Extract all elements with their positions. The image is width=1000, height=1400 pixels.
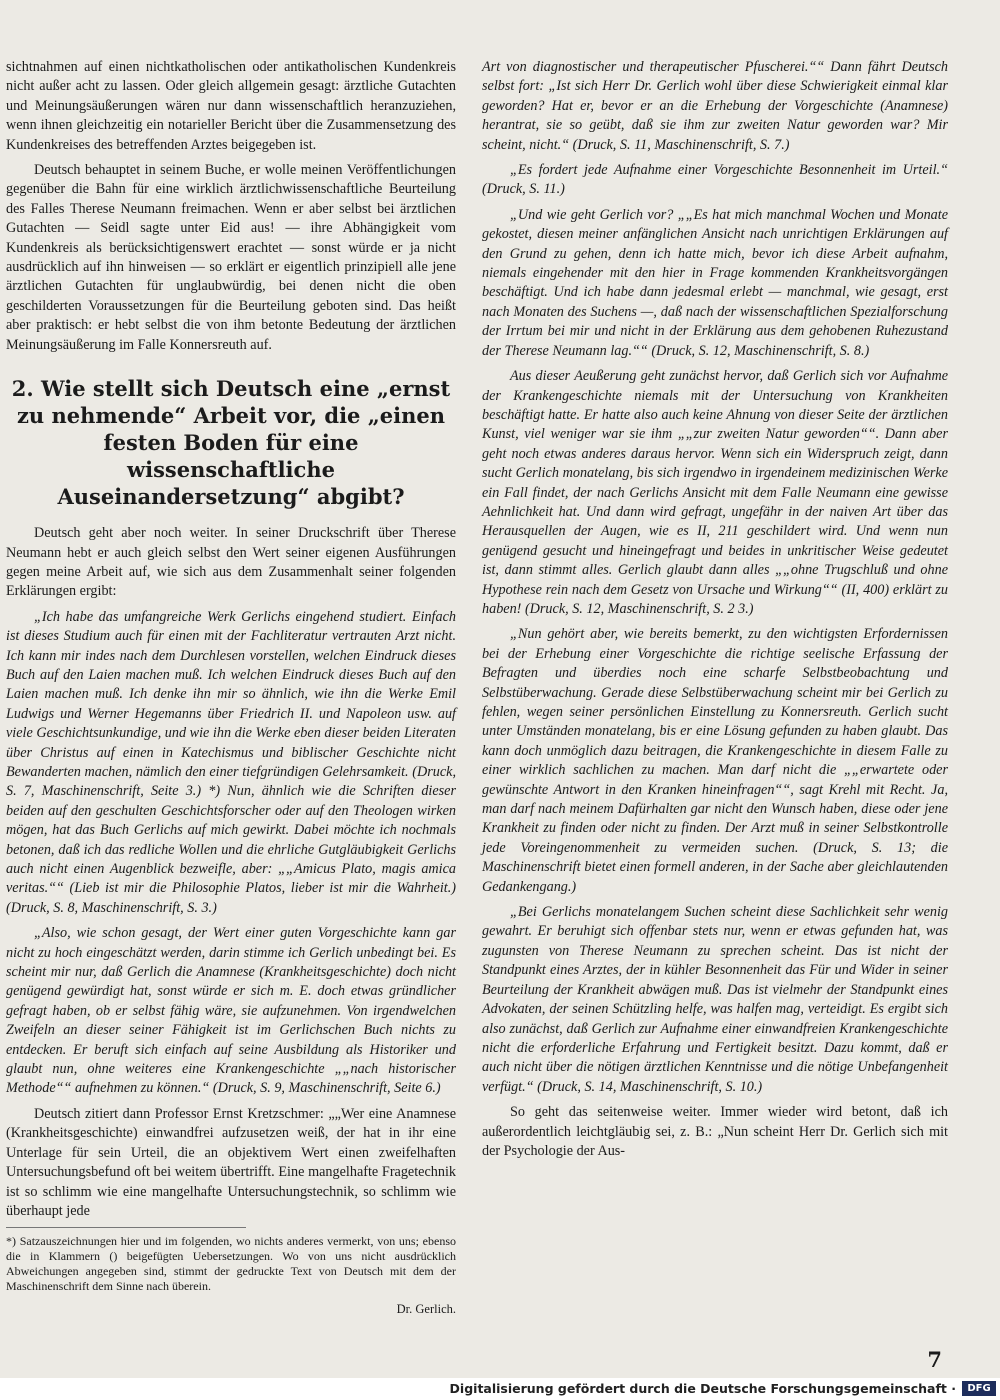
quote-paragraph: „Es fordert jede Aufnahme einer Vorgeschichte Besonnenheit im Urteil.“ (Druck, S. 11.) — [482, 162, 948, 198]
paragraph: Deutsch geht aber noch weiter. In seiner Druckschrift über Therese Neumann hebt er auch gleich selbst den Wert seiner eigenen Ausführungen gegen meine Arbeit auf, wie sich aus dem Zusammenhalt seiner folgenden Erklärungen ergibt: — [6, 525, 456, 600]
footnote: *) Satzauszeichnungen hier und im folgenden, wo nichts anderes vermerkt, von uns; ebenso die in Klammern () beigefügten Uebersetzungen. Wo von uns nicht ausdrücklich Abweichungen angegeben sind, stimmt der gedruckte Text von Deutsch mit dem der Maschinenschrift dem Sinne nach überein. — [6, 1234, 456, 1294]
footnote-divider — [6, 1227, 246, 1228]
paragraph: Deutsch behauptet in seinem Buche, er wolle meinen Veröffentlichungen gegenüber die Bahn für eine wirklich ärztlichwissenschaftliche Beurteilung des Falles Therese Neumann freimachen. Wenn er aber selbst bei ärztlichen Gutachten — Seidl sagte unter Eid aus! — ihre Abhängigkeit vom Kundenkreis als berücksichtigenswert erachtet — sonst würde er ja nicht ausdrücklich auf ihn hinweisen — so erklärt er eigentlich prinzipiell alle jene ärztlichen Gutachten für unglaubwürdig, bei denen nicht die oben geschilderten Voraussetzungen für die Beurteilung geboten sind. Das heißt aber praktisch: er hebt selbst die von ihm betonte Bedeutung der ärztlichen Meinungsäußerung im Falle Konnersreuth auf. — [6, 162, 456, 353]
quote-paragraph: „Nun gehört aber, wie bereits bemerkt, zu den wichtigsten Erfordernissen bei der Erhebung einer Vorgeschichte die richtige seelische Erfassung der Befragten und überdies noch eine scharfe Selbstbeobachtung und Selbstüberwachung. Gerade diese Selbstüberwachung scheint mir bei Gerlich zu fehlen, wegen seiner persönlichen Einstellung zu Konnersreuth. Gerlich sucht unter Umständen monatelang, bis er eine Lösung gefunden zu haben glaubt. Das kann doch unmöglich dazu beitragen, die Krankengeschichte in diesem Falle zu einer wirklich sachlichen zu machen. Man darf nicht die „„erwartete oder gewünschte Antwort in den Kranken hineinfragen““, sagt Krehl mit Recht. Ja, man darf nach meinem Dafürhalten gar nicht den Wunsch haben, diese oder jene Krankheit zu finden oder nicht zu finden. Der Arzt muß in seiner Selbstkontrolle jede Voreingenommenheit zu vermeiden suchen. (Druck, S. 13; die Maschinenschrift bietet einen formell anderen, in der Sache aber gleichlautenden Gedankengang.) — [482, 626, 948, 895]
section-heading: 2. Wie stellt sich Deutsch eine „ernst zu nehmende“ Arbeit vor, die „einen festen Boden für eine wissenschaftliche Auseinandersetzung“ abgibt? — [11, 376, 451, 510]
quote-paragraph: „Bei Gerlichs monatelangem Suchen scheint diese Sachlichkeit sehr wenig gewahrt. Er beruhigt sich offenbar stets nur, wenn er etwas gefunden hat, was zugunsten von Therese Neumann zu sprechen scheint. Das ist nicht der Standpunkt eines Arztes, der in kühler Besonnenheit das Für und Wider in seiner Beurteilung der Krankheit abwägen muß. Das ist vielmehr der Standpunkt eines Advokaten, der seinen Schützling helfe, was halfen mag, verteidigt. Es ergibt sich also zunächst, daß Gerlich zur Aufnahme einer einwandfreien Krankengeschichte nicht die erforderliche Erfahrung und Fertigkeit besitzt. Dazu kommt, daß er auch nicht über die nötigen ärztlichen Kenntnisse und die nötige Unbefangenheit verfügt.“ (Druck, S. 14, Maschinenschrift, S. 10.) — [482, 904, 948, 1095]
banner-text: Digitalisierung gefördert durch die Deutsche Forschungsgemeinschaft · — [449, 1381, 956, 1396]
paragraph: sichtnahmen auf einen nichtkatholischen oder antikatholischen Kundenkreis nicht außer acht zu lassen. Oder gleich allgemein gesagt: ärztliche Gutachten und Meinungsäußerungen wären nur dann wissenschaftlich heranzuziehen, wenn ihnen gleichzeitig ein notarieller Bericht über die Zusammensetzung des Kundenkreises des betreffenden Arztes beigegeben ist. — [6, 59, 456, 153]
dfg-logo: DFG — [962, 1381, 996, 1396]
quote-paragraph: „Also, wie schon gesagt, der Wert einer guten Vorgeschichte kann gar nicht zu hoch eingeschätzt werden, darin stimme ich Gerlich unbedingt bei. Es scheint mir nur, daß Gerlich die Anamnese (Krankheitsgeschichte) doch nicht genügend gewürdigt hat, sonst würde er sich m. E. doch etwas gründlicher gefragt haben, ob er selbst fähig wäre, sie aufzunehmen. Von irgendwelchen Zweifeln an dieser seiner Fähigkeit ist im Gerlichschen Buch nichts zu entdecken. Er beruft sich einfach auf seine Ausbildung als Historiker und glaubt nun, ohne weiteres eine Krankengeschichte „„nach historischer Methode““ aufnehmen zu können.“ (Druck, S. 9, Maschinenschrift, Seite 6.) — [6, 925, 456, 1097]
paragraph: So geht das seitenweise weiter. Immer wieder wird betont, daß ich außerordentlich leichtgläubig sei, z. B.: „Nun scheint Herr Dr. Gerlich sich mit der Psychologie der Aus- — [482, 1104, 948, 1159]
paragraph: Aus dieser Aeußerung geht zunächst hervor, daß Gerlich sich vor Aufnahme der Krankengeschichte niemals mit der Untersuchung von Krankheiten beschäftigt hatte. Er hatte also auch keine Ahnung von dieser Seite der ärztlichen Kunst, viel weniger war sie ihm „„zur zweiten Natur geworden““. Dann aber geht noch etwas anderes daraus hervor. Wenn sich ein Widerspruch zeigt, dann sucht Gerlich monatelang, bis sich irgendwo in irgendeinem medizinischen Werke ein Fall findet, der nach Gerlichs Ansicht mit dem Falle Neumann eine gewisse Aehnlichkeit hat. Und dann wird gefragt, ungefähr in der naiven Art über das Herausquellen der Augen, wie es II, 211 geschildert wird. Und wenn nun genügend gesucht und hineingefragt und beides in unkritischer Weise gedeutet ist, dann stimmt alles. Gerlich glaubt dann alles „„ohne Trugschluß und ohne Hypothese rein nach dem Gesetz von Ursache und Wirkung““ (II, 400) erklärt zu haben! (Druck, S. 12, Maschinenschrift, S. 2 3.) — [482, 368, 948, 617]
digitization-banner — [0, 1378, 1000, 1400]
right-column — [482, 58, 948, 1167]
signature: Dr. Gerlich. — [396, 1302, 456, 1317]
quote-paragraph: Art von diagnostischer und therapeutischer Pfuscherei.““ Dann fährt Deutsch selbst fort: „Ist sich Herr Dr. Gerlich wohl über diese Schwierigkeit einmal klar geworden? Hat er, bevor er an die Erhebung der Vorgeschichte (Anamnese) herantrat, sie so geübt, daß sie ihm zur zweiten Natur geworden war? Mir scheint, nicht.“ (Druck, S. 11, Maschinenschrift, S. 7.) — [482, 59, 948, 153]
left-column — [6, 58, 456, 1326]
paragraph: Deutsch zitiert dann Professor Ernst Kretzschmer: „„Wer eine Anamnese (Krankheitsgeschichte) einwandfrei aufzusetzen weiß, der hat in ihr eine Unterlage für sein Urteil, die an objektivem Wert einen zweifelhaften Untersuchungsbefund oft bei weitem übertrifft. Eine mangelhafte Fragetechnik ist so schlimm wie eine mangelhafte Untersuchungstechnik, so schlimm wie überhaupt jede — [6, 1105, 456, 1219]
quote-paragraph: „Und wie geht Gerlich vor? „„Es hat mich manchmal Wochen und Monate gekostet, diesen meiner anfänglichen Ansicht nach unrichtigen Erklärungen auf den Grund zu gehen, denn ich hatte mich, bevor ich diese Arbeit aufnahm, niemals eingehender mit den hier in Frage kommenden Krankheitsvorgängen beschäftigt. Und ich habe dann jedesmal erlebt — manchmal, wie gesagt, erst nach Monaten des Suchens —, daß nach der wissenschaftlichen Spezialforschung der Irrtum bei mir und nicht in der Erklärung aus dem gehobenen Ruhezustand der Therese Neumann lag.““ (Druck, S. 12, Maschinenschrift, S. 8.) — [482, 206, 948, 359]
quote-paragraph: „Ich habe das umfangreiche Werk Gerlichs eingehend studiert. Einfach ist dieses Studium auch für einen mit der Fachliteratur vertrauten Arzt nicht. Ich kann mir indes nach dem Durchlesen vorstellen, welchen Eindruck dieses Buch auf den Laien machen muß. Ich welchen Eindruck dieses Buch auf den Laien machen muß. Ich denke ihn mir so ähnlich, wie ihn die Werke Emil Ludwigs und Werner Hegemanns über Friedrich II. und Napoleon usw. auf viele Geschichtsunkundige, und wie ihn die Werke eben dieser beiden Literaten über Christus auf einen in Katechismus und biblischer Geschichte nicht Bewanderten machen, nämlich den einer tiefgründigen Gelehrsamkeit. (Druck, S. 7, Maschinenschrift, Seite 3.) *) Nun, ähnlich wie die Schriften dieser beiden auf den geschulten Geschichtsforscher oder auf den Theologen wirken mögen, hat das Buch Gerlichs auf mich gewirkt. Dabei möchte ich nochmals betonen, daß ich das redliche Wollen und die ehrliche Gutgläubigkeit Gerlichs auch nicht einen Augenblick bezweifle, aber: „„Amicus Plato, magis amica veritas.““ (Lieb ist mir die Philosophie Platos, lieber ist mir die Wahrheit.) (Druck, S. 8, Maschinenschrift, S. 3.) — [6, 608, 456, 916]
page-number: 7 — [927, 1347, 942, 1372]
